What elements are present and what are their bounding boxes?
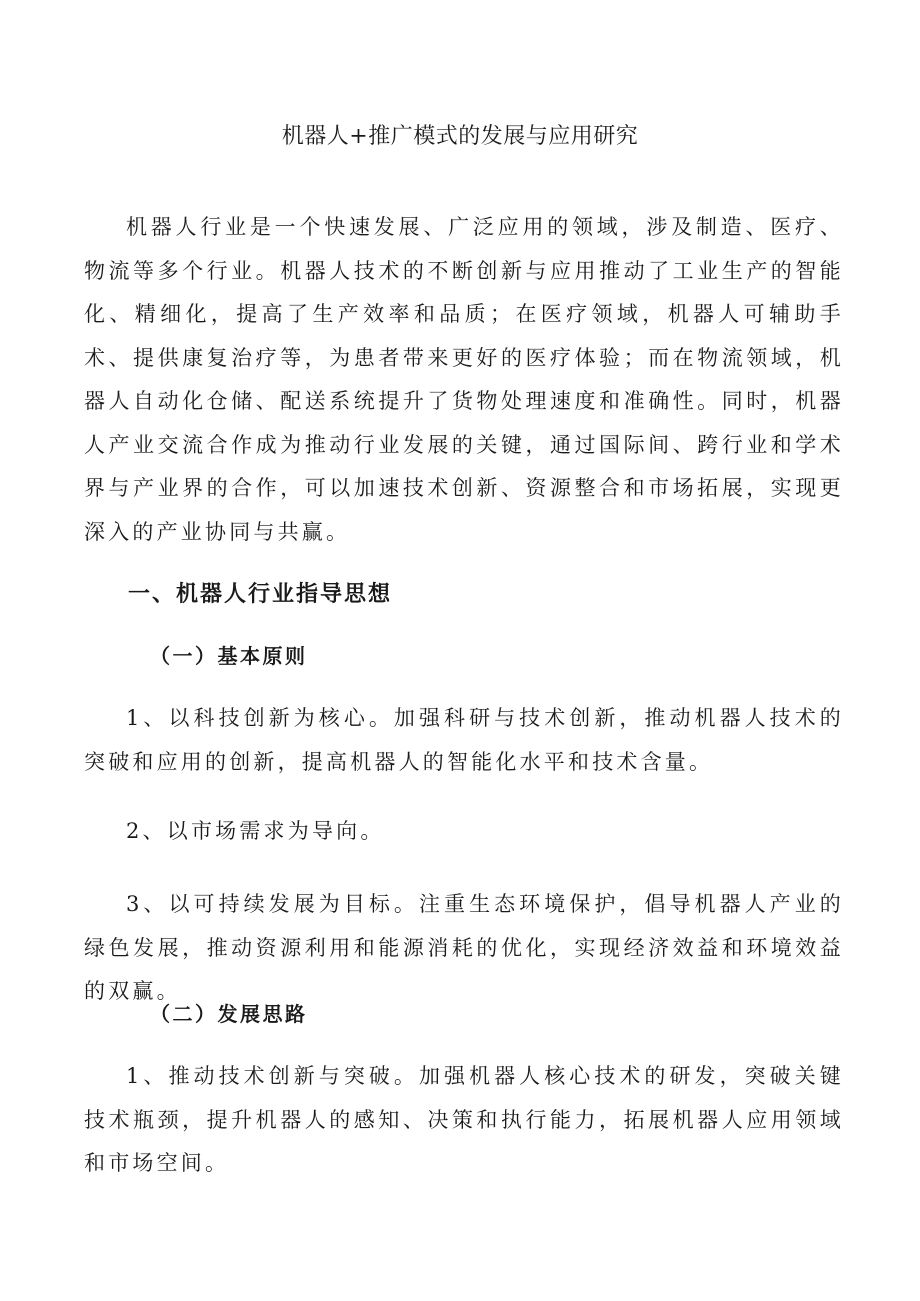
principle-item-2: 2、以市场需求为导向。 — [126, 819, 385, 843]
approach-item-1: 1、推动技术创新与突破。加强机器人核心技术的研发，突破关键技术瓶颈，提升机器人的感知、决策和执行能力，拓展机器人应用领域和市场空间。 — [84, 1064, 844, 1175]
section-heading-guiding-ideology: 一、机器人行业指导思想 — [128, 581, 393, 607]
principle-item-1: 1、以科技创新为核心。加强科研与技术创新，推动机器人技术的突破和应用的创新，提高机器人的智能化水平和技术含量。 — [84, 706, 844, 774]
subsection-heading-basic-principles: （一）基本原则 — [150, 644, 308, 668]
intro-paragraph: 机器人行业是一个快速发展、广泛应用的领域，涉及制造、医疗、物流等多个行业。机器人技术的不断创新与应用推动了工业生产的智能化、精细化，提高了生产效率和品质；在医疗领域，机器人可辅助手术、提供康复治疗等，为患者带来更好的医疗体验；而在物流领域，机器人自动化仓储、配送系统提升了货物处理速度和准确性。同时，机器人产业交流合作成为推动行业发展的关键，通过国际间、跨行业和学术界与产业界的合作，可以加速技术创新、资源整合和市场拓展，实现更深入的产业协同与共赢。 — [84, 215, 844, 544]
document-title: 机器人+推广模式的发展与应用研究 — [281, 124, 639, 149]
subsection-heading-development-approach: （二）发展思路 — [150, 1002, 308, 1026]
principle-item-3: 3、以可持续发展为目标。注重生态环境保护，倡导机器人产业的绿色发展，推动资源利用和能源消耗的优化，实现经济效益和环境效益的双赢。 — [84, 892, 844, 1003]
